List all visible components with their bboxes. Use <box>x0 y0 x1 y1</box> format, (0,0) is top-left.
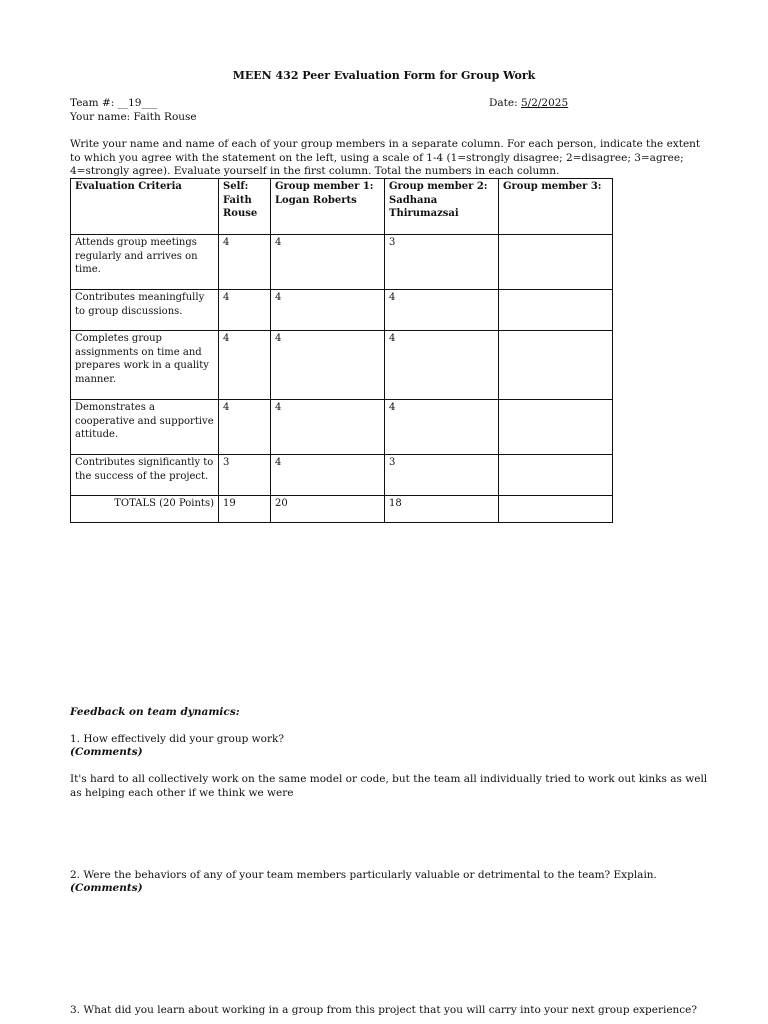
question-2: 2. Were the behaviors of any of your team members particularly valuable or detrimental to the team? Explain. <box>70 869 657 881</box>
score-member-2[interactable]: 4 <box>385 400 499 455</box>
totals-row <box>71 496 613 523</box>
question-3: 3. What did you learn about working in a group from this project that you will carry into your next group experience? <box>70 1004 698 1016</box>
header-self: Self: Faith Rouse <box>219 179 271 235</box>
table-row <box>71 331 613 400</box>
date-value: 5/2/2025 <box>521 97 569 109</box>
date-field <box>489 97 568 111</box>
score-self[interactable]: 4 <box>219 331 271 400</box>
header-criteria: Evaluation Criteria <box>71 179 219 235</box>
score-member-1[interactable]: 4 <box>271 290 385 331</box>
score-self[interactable]: 4 <box>219 235 271 290</box>
score-member-2[interactable]: 3 <box>385 455 499 496</box>
criteria-cell: Contributes significantly to the success of the project. <box>71 455 219 496</box>
table-row <box>71 400 613 455</box>
total-self[interactable]: 19 <box>219 496 271 523</box>
totals-label: TOTALS (20 Points) <box>71 496 219 523</box>
header-member-3: Group member 3: <box>499 179 613 235</box>
score-member-1[interactable]: 4 <box>271 235 385 290</box>
criteria-cell: Demonstrates a cooperative and supportive attitude. <box>71 400 219 455</box>
criteria-cell: Contributes meaningfully to group discussions. <box>71 290 219 331</box>
score-member-1[interactable]: 4 <box>271 400 385 455</box>
your-name: Your name: Faith Rouse <box>70 111 197 123</box>
instructions: Write your name and name of each of your group members in a separate column. For each person, indicate the extent to which you agree with the statement on the left, using a scale of 1-4 (1=strongly disagree; 2=disagree; 3=agree; 4=strongly agree). Evaluate yourself in the first column. Total the numbers in each column. <box>70 138 701 177</box>
score-member-3[interactable] <box>499 400 613 455</box>
evaluation-table <box>70 178 613 523</box>
answer-1[interactable]: It's hard to all collectively work on the same model or code, but the team all individually tried to work out kinks as well as helping each other if we think we were <box>70 773 708 799</box>
header-member-2: Group member 2: Sadhana Thirumazsai <box>385 179 499 235</box>
question-2-comments-label: (Comments) <box>70 882 143 894</box>
total-member-3[interactable] <box>499 496 613 523</box>
score-member-2[interactable]: 4 <box>385 290 499 331</box>
table-row <box>71 290 613 331</box>
date-label: Date: <box>489 97 521 109</box>
table-row <box>71 235 613 290</box>
score-member-3[interactable] <box>499 290 613 331</box>
criteria-cell: Completes group assignments on time and prepares work in a quality manner. <box>71 331 219 400</box>
score-member-1[interactable]: 4 <box>271 331 385 400</box>
feedback-heading: Feedback on team dynamics: <box>70 706 240 718</box>
total-member-1[interactable]: 20 <box>271 496 385 523</box>
team-number: Team #: __19___ <box>70 97 158 109</box>
score-member-3[interactable] <box>499 455 613 496</box>
table-row <box>71 455 613 496</box>
question-1-comments-label: (Comments) <box>70 746 143 758</box>
criteria-cell: Attends group meetings regularly and arrives on time. <box>71 235 219 290</box>
question-1: 1. How effectively did your group work? <box>70 733 284 745</box>
score-member-1[interactable]: 4 <box>271 455 385 496</box>
header-member-1: Group member 1: Logan Roberts <box>271 179 385 235</box>
score-member-3[interactable] <box>499 331 613 400</box>
table-header-row <box>71 179 613 235</box>
score-self[interactable]: 4 <box>219 290 271 331</box>
score-member-2[interactable]: 4 <box>385 331 499 400</box>
score-member-2[interactable]: 3 <box>385 235 499 290</box>
score-self[interactable]: 4 <box>219 400 271 455</box>
total-member-2[interactable]: 18 <box>385 496 499 523</box>
form-title: MEEN 432 Peer Evaluation Form for Group Work <box>232 69 536 82</box>
score-self[interactable]: 3 <box>219 455 271 496</box>
score-member-3[interactable] <box>499 235 613 290</box>
